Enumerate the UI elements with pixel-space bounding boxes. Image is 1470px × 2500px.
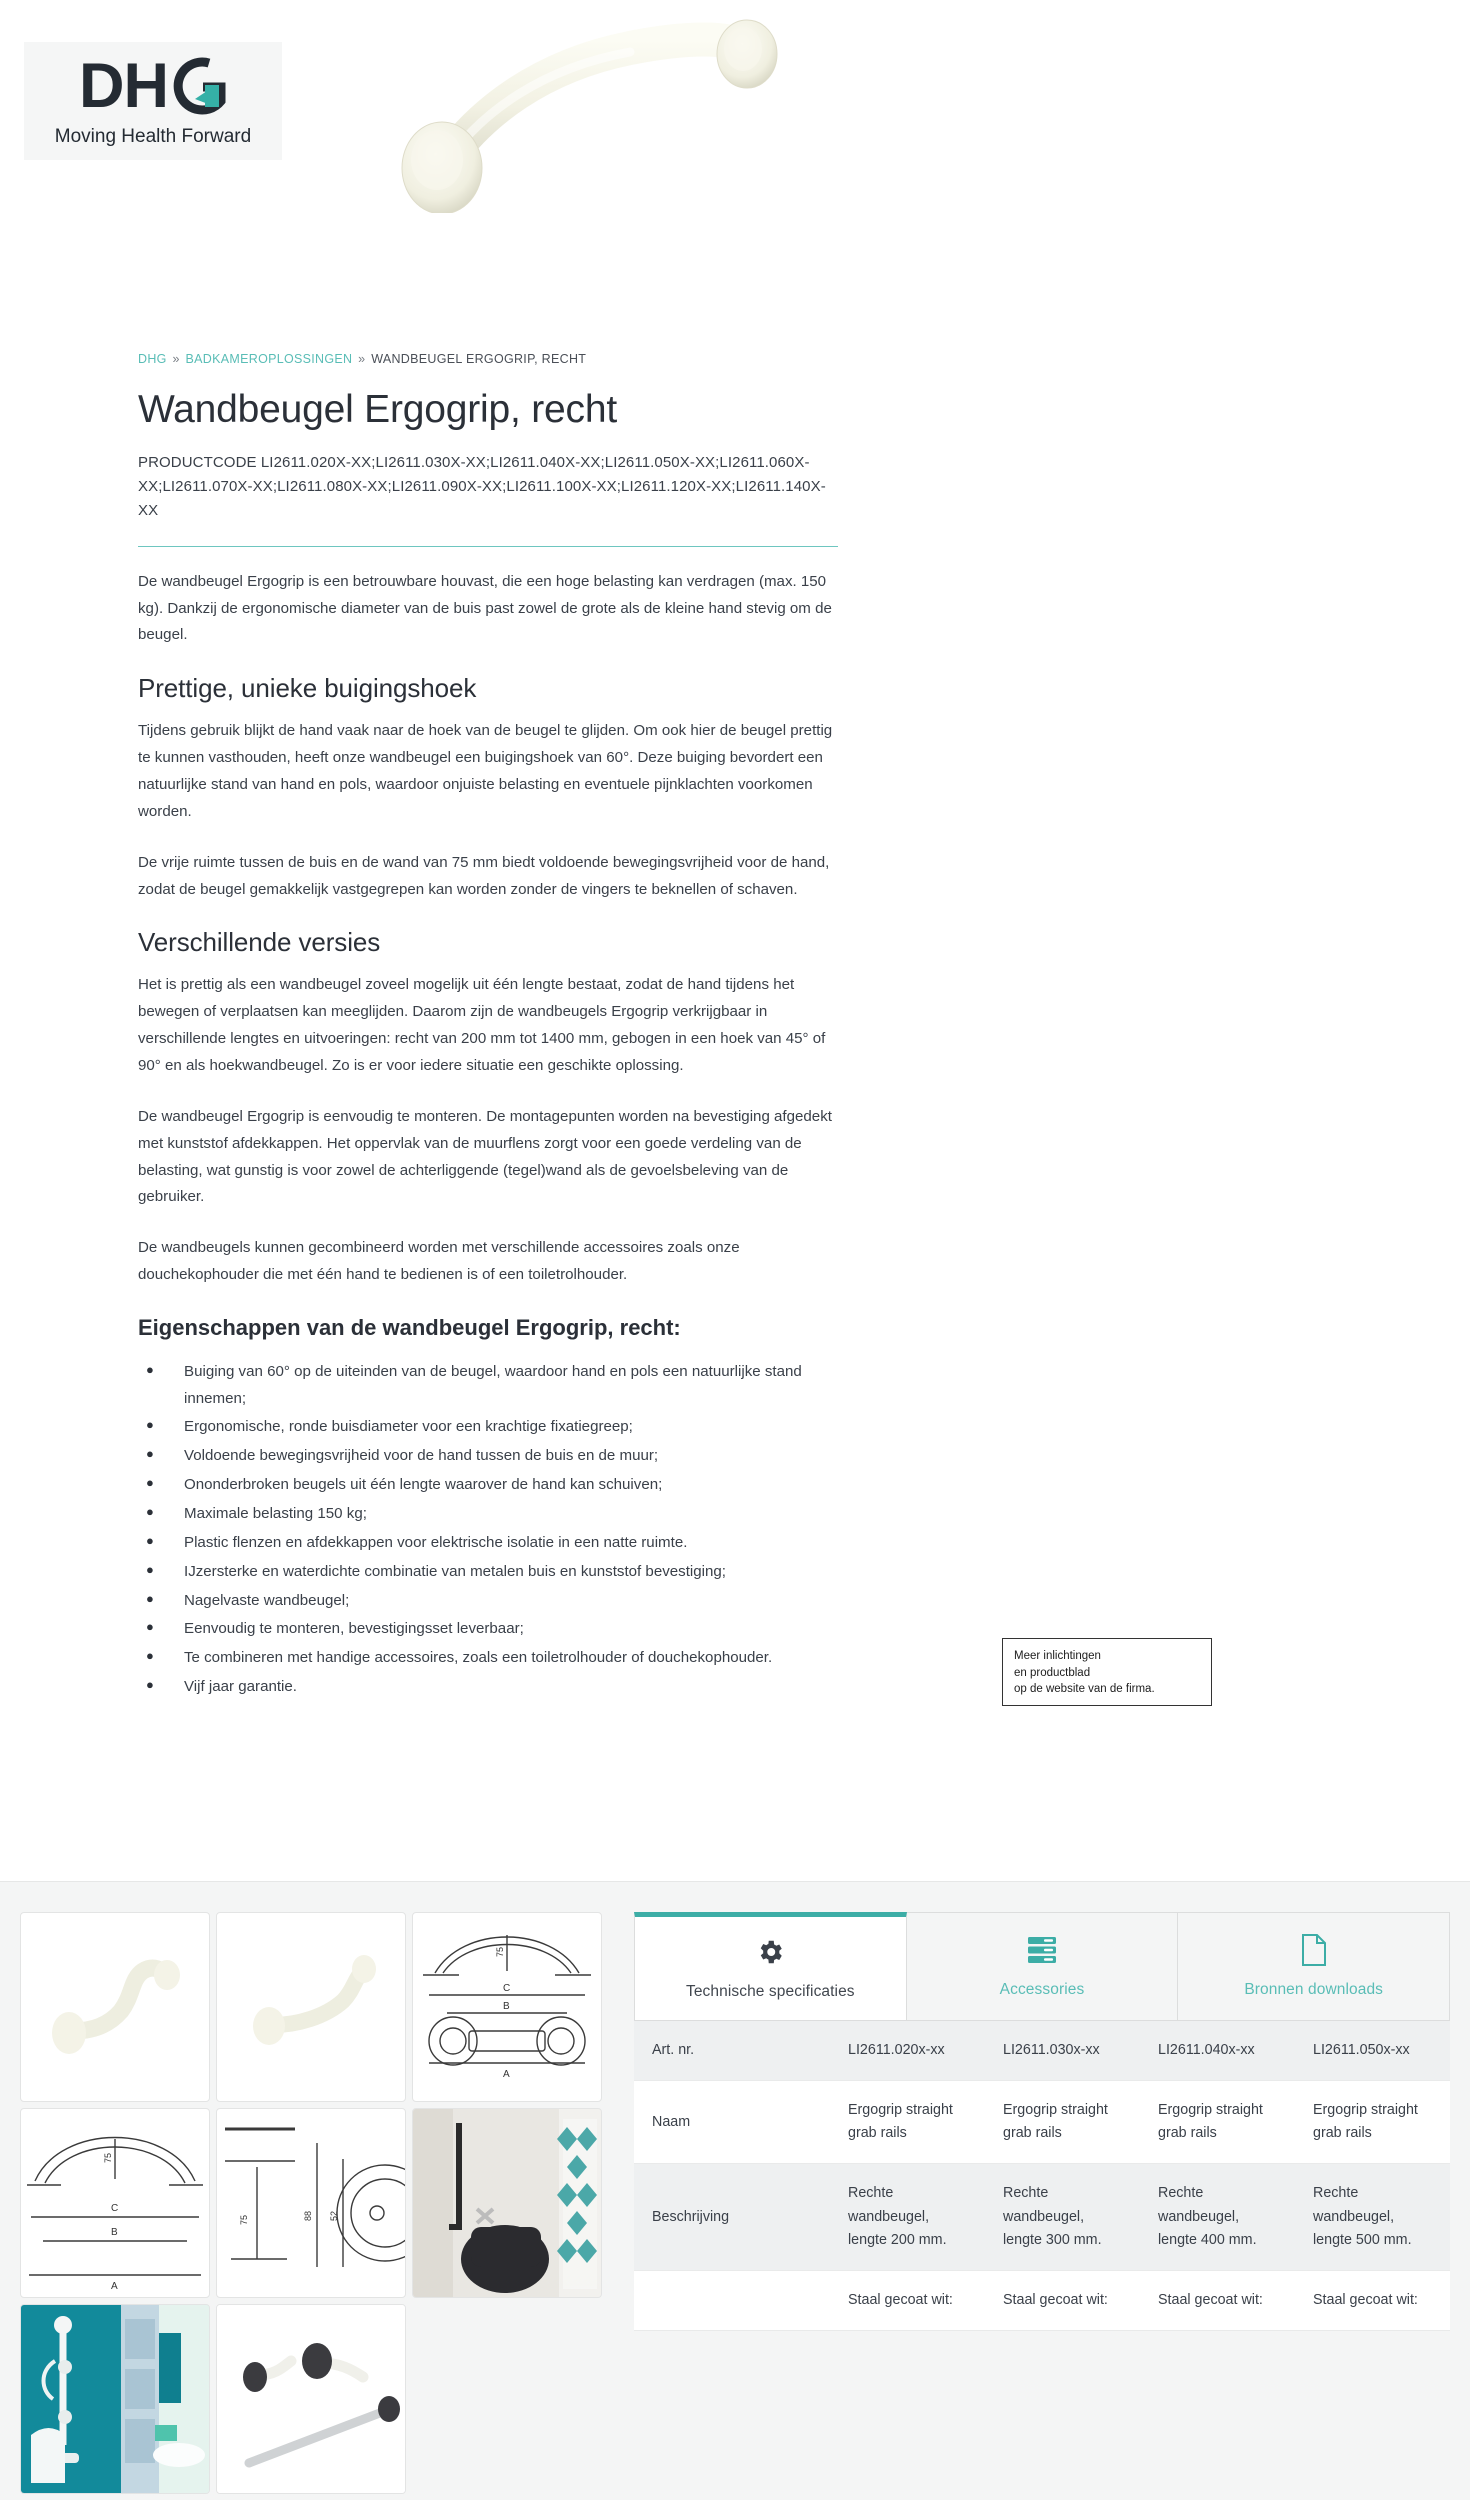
cell-value: Ergogrip straight grab rails bbox=[1140, 2081, 1295, 2164]
svg-text:C: C bbox=[111, 2203, 119, 2214]
list-item: ● Ergonomische, ronde buisdiameter voor een krachtige fixatiegreep; bbox=[138, 1414, 838, 1441]
row-label bbox=[634, 2270, 830, 2330]
logo-tagline: Moving Health Forward bbox=[54, 125, 252, 147]
cell-value: LI2611.020x-xx bbox=[830, 2021, 985, 2081]
svg-text:52: 52 bbox=[329, 2210, 339, 2221]
tab-bar bbox=[634, 1912, 1450, 2021]
tab-accessories[interactable] bbox=[907, 1912, 1179, 2020]
hero-product-image bbox=[390, 8, 820, 213]
features-heading: Eigenschappen van de wandbeugel Ergogrip, recht: bbox=[138, 1315, 681, 1341]
gallery-thumb-technical-drawing-arc-dimensions[interactable] bbox=[20, 2108, 210, 2298]
breadcrumb bbox=[138, 352, 850, 366]
tab-label: Technische specificaties bbox=[685, 1982, 855, 2000]
section-paragraph: De vrije ruimte tussen de buis en de wand van 75 mm biedt voldoende bewegingsvrijheid voor de hand, zodat de beugel gemakkelijk vastgegrepen kan worden zonder de vingers te beknellen of schaven. bbox=[138, 853, 830, 898]
section-paragraph: Tijdens gebruik blijkt de hand vaak naar de hoek van de beugel te glijden. Om ook hier de beugel prettig te kunnen vasthouden, heeft onze wandbeugel een buigingshoek van 60°. Deze buiging bevordert een natuurlijke stand van hand en pols, waardoor onjuiste belasting en eventuele pijnklachten voorkomen worden. bbox=[138, 722, 833, 820]
features-list bbox=[138, 1359, 838, 1701]
svg-text:A: A bbox=[503, 2069, 510, 2080]
breadcrumb-separator: » bbox=[172, 352, 180, 366]
intro-paragraph: De wandbeugel Ergogrip is een betrouwbare houvast, die een hoge belasting kan verdragen (max. 150 kg). Dankzij de ergonomische diameter van de buis past zowel de grote als de kleine hand stevig om de beugel. bbox=[138, 572, 832, 644]
cell-value: Rechte wandbeugel, lengte 400 mm. bbox=[1140, 2164, 1295, 2270]
svg-text:B: B bbox=[111, 2227, 118, 2238]
list-item: ● IJzersterke en waterdichte combinatie van metalen buis en kunststof bevestiging; bbox=[138, 1559, 838, 1586]
list-item: ● Te combineren met handige accessoires, zoals een toiletrolhouder of douchekophouder. bbox=[138, 1645, 838, 1672]
list-item: ● Vijf jaar garantie. bbox=[138, 1674, 838, 1701]
svg-text:A: A bbox=[111, 2281, 118, 2292]
table-row bbox=[634, 2081, 1450, 2164]
gallery-thumb-product-photo-dark-mounts[interactable] bbox=[216, 2304, 406, 2494]
logo-text-dhg: DH bbox=[79, 50, 168, 121]
list-item: ● Plastic flenzen en afdekkappen voor elektrische isolatie in een natte ruimte. bbox=[138, 1530, 838, 1557]
document-icon bbox=[1301, 1935, 1327, 1965]
gear-icon bbox=[755, 1937, 785, 1967]
row-label: Naam bbox=[634, 2081, 830, 2164]
svg-text:B: B bbox=[503, 2001, 510, 2012]
row-label: Art. nr. bbox=[634, 2021, 830, 2081]
section-heading-buigingshoek: Prettige, unieke buigingshoek bbox=[138, 673, 477, 704]
breadcrumb-item-current: WANDBEUGEL ERGOGRIP, RECHT bbox=[371, 352, 587, 366]
gallery-thumb-product-photo-grab-rail-side[interactable] bbox=[216, 1912, 406, 2102]
tab-label: Bronnen downloads bbox=[1244, 1980, 1384, 1998]
dhg-logo-icon bbox=[169, 55, 227, 117]
cell-value: Ergogrip straight grab rails bbox=[1295, 2081, 1450, 2164]
product-details-panel bbox=[634, 1912, 1450, 2331]
table-row bbox=[634, 2021, 1450, 2081]
svg-text:75: 75 bbox=[239, 2214, 249, 2225]
gallery-thumb-product-photo-grab-rail-angled[interactable] bbox=[20, 1912, 210, 2102]
list-item: ● Ononderbroken beugels uit één lengte waarover de hand kan schuiven; bbox=[138, 1472, 838, 1499]
breadcrumb-separator: » bbox=[358, 352, 366, 366]
cell-value: Ergogrip straight grab rails bbox=[830, 2081, 985, 2164]
tab-bronnen-downloads[interactable] bbox=[1178, 1912, 1450, 2020]
section-paragraph: De wandbeugels kunnen gecombineerd worden met verschillende accessoires zoals onze douchekophouder die met één hand te bedienen is of een toiletrolhouder. bbox=[138, 1239, 740, 1284]
cell-value: Rechte wandbeugel, lengte 500 mm. bbox=[1295, 2164, 1450, 2270]
section-paragraph: Het is prettig als een wandbeugel zoveel mogelijk uit één lengte bestaat, zodat de hand tijdens het bewegen of verplaatsen kan meeglijden. Daarom zijn de wandbeugels Ergogrip verkrijgbaar in verschillende lengtes en uitvoeringen: recht van 200 mm tot 1400 mm, gebogen in een hoek van 45° of 90° en als hoekwandbeugel. Zo is er voor iedere situatie een geschikte oplossing. bbox=[138, 976, 826, 1075]
brand-logo[interactable] bbox=[24, 42, 282, 160]
tab-label: Accessories bbox=[999, 1980, 1085, 1998]
page-title: Wandbeugel Ergogrip, recht bbox=[138, 388, 617, 431]
info-box-line-1: Meer inlichtingen bbox=[1014, 1650, 1101, 1662]
cell-value: Staal gecoat wit: bbox=[985, 2270, 1140, 2330]
cell-value: LI2611.050x-xx bbox=[1295, 2021, 1450, 2081]
table-row bbox=[634, 2164, 1450, 2270]
list-item: ● Maximale belasting 150 kg; bbox=[138, 1501, 838, 1528]
list-item: ● Nagelvaste wandbeugel; bbox=[138, 1588, 838, 1615]
list-item: ● Buiging van 60° op de uiteinden van de beugel, waardoor hand en pols een natuurlijke stand innemen; bbox=[138, 1359, 838, 1413]
cell-value: Staal gecoat wit: bbox=[1295, 2270, 1450, 2330]
cell-value: Staal gecoat wit: bbox=[1140, 2270, 1295, 2330]
gallery-thumb-bathroom-photo-shower-chair[interactable] bbox=[412, 2108, 602, 2298]
svg-text:C: C bbox=[503, 1983, 511, 1994]
cell-value: LI2611.030x-xx bbox=[985, 2021, 1140, 2081]
list-item: ● Eenvoudig te monteren, bevestigingsset leverbaar; bbox=[138, 1616, 838, 1643]
specifications-table bbox=[634, 2021, 1450, 2331]
info-box-line-2: en productblad bbox=[1014, 1666, 1091, 1679]
gallery-thumb-technical-drawing-mount-detail[interactable] bbox=[216, 2108, 406, 2298]
image-gallery bbox=[20, 1912, 612, 2494]
gallery-thumb-technical-drawing-top-dimensions[interactable] bbox=[412, 1912, 602, 2102]
section-paragraph: De wandbeugel Ergogrip is eenvoudig te monteren. De montagepunten worden na bevestiging afgedekt met kunststof afdekkappen. Het oppervlak van de muurflens zorgt voor een goede verdeling van de belasting, wat gunstig is voor zowel de achterliggende (tegel)wand als de gevoelsbeleving van de gebruiker. bbox=[138, 1107, 832, 1206]
list-server-icon bbox=[1026, 1935, 1058, 1965]
info-box-line-3: op de website van de firma. bbox=[1014, 1683, 1155, 1696]
product-code: PRODUCTCODE LI2611.020X-XX;LI2611.030X-XX;LI2611.040X-XX;LI2611.050X-XX;LI2611.060X-XX;LI2611.070X-XX;LI2611.080X-XX;LI2611.090X-XX;LI2611.100X-XX;LI2611.120X-XX;LI2611.140X-XX bbox=[138, 453, 826, 520]
cell-value: Staal gecoat wit: bbox=[830, 2270, 985, 2330]
cell-value: Rechte wandbeugel, lengte 200 mm. bbox=[830, 2164, 985, 2270]
gallery-thumb-bathroom-photo-teal-shower[interactable] bbox=[20, 2304, 210, 2494]
svg-text:88: 88 bbox=[303, 2210, 313, 2221]
divider bbox=[138, 546, 838, 547]
info-box bbox=[1002, 1638, 1212, 1706]
breadcrumb-item-badkameroplossingen[interactable]: BADKAMEROPLOSSINGEN bbox=[185, 352, 353, 366]
cell-value: Rechte wandbeugel, lengte 300 mm. bbox=[985, 2164, 1140, 2270]
tab-technische-specificaties[interactable] bbox=[634, 1912, 907, 2020]
breadcrumb-item-dhg[interactable]: DHG bbox=[138, 352, 167, 366]
cell-value: LI2611.040x-xx bbox=[1140, 2021, 1295, 2081]
row-label: Beschrijving bbox=[634, 2164, 830, 2270]
svg-text:75: 75 bbox=[103, 2152, 113, 2163]
list-item: ● Voldoende bewegingsvrijheid voor de hand tussen de buis en de muur; bbox=[138, 1443, 838, 1470]
article-content bbox=[138, 352, 850, 1703]
svg-text:75: 75 bbox=[495, 1946, 505, 1957]
table-row bbox=[634, 2270, 1450, 2330]
lower-section bbox=[0, 1881, 1470, 2500]
section-heading-versies: Verschillende versies bbox=[138, 927, 381, 958]
cell-value: Ergogrip straight grab rails bbox=[985, 2081, 1140, 2164]
logo-mark bbox=[79, 50, 227, 121]
